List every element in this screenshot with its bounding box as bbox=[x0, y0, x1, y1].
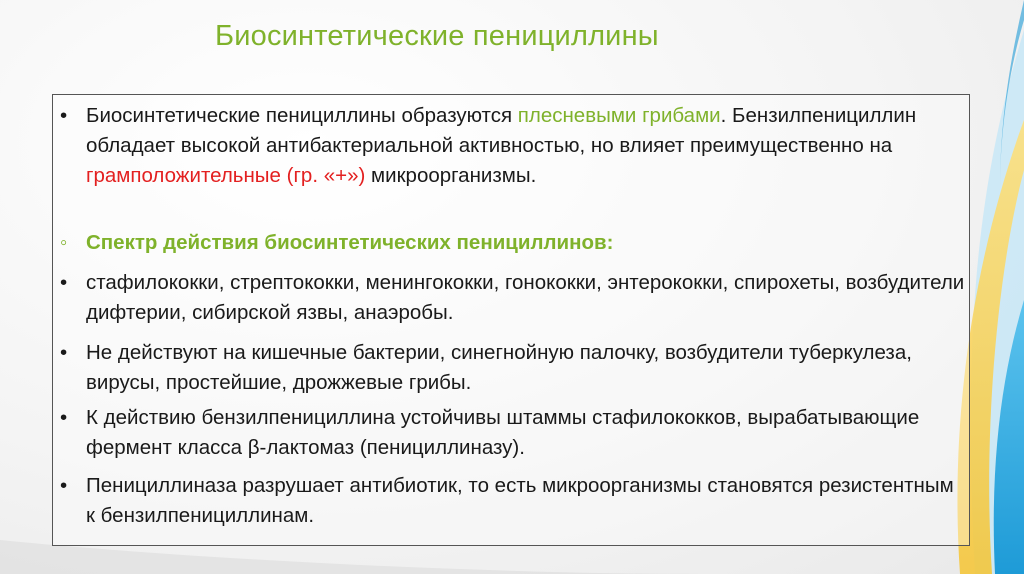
bullet-marker: • bbox=[60, 341, 68, 364]
bullet-item-1 bbox=[60, 101, 965, 191]
bullet-marker: • bbox=[60, 271, 68, 294]
bullet-marker: • bbox=[60, 406, 68, 429]
spectrum-heading bbox=[60, 228, 965, 258]
bullet-item-3 bbox=[60, 268, 965, 328]
bullet-text-part: Биосинтетические пенициллины образуются bbox=[86, 104, 518, 127]
bullet-marker: • bbox=[60, 104, 68, 127]
bullet-text: К действию бензилпенициллина устойчивы штаммы стафилококков, вырабатывающие фермент класса β-лактомаз (пенициллиназу). bbox=[86, 406, 920, 459]
bullet-item-4 bbox=[60, 338, 965, 398]
highlight-mold-fungi: плесневыми грибами bbox=[517, 104, 721, 127]
bullet-text: Пенициллиназа разрушает антибиотик, то есть микроорганизмы становятся резистентным к бензилпенициллинам. bbox=[86, 474, 954, 527]
highlight-gram-positive: грамположительные (гр. «+») bbox=[86, 164, 366, 187]
page-title: Биосинтетические пенициллины bbox=[215, 20, 659, 52]
spectrum-heading-text: Спектр действия биосинтетических пенициллинов: bbox=[86, 231, 614, 254]
bullet-text: Не действуют на кишечные бактерии, синегнойную палочку, возбудители туберкулеза, вирусы, простейшие, дрожжевые грибы. bbox=[86, 341, 912, 394]
bullet-text-part: микроорганизмы. bbox=[365, 164, 537, 187]
bullet-marker: • bbox=[60, 474, 68, 497]
bullet-marker: ◦ bbox=[60, 231, 68, 254]
bullet-text: стафилококки, стрептококки, менингококки, гонококки, энтерококки, спирохеты, возбудители дифтерии, сибирской язвы, анаэробы. bbox=[86, 271, 965, 324]
bullet-item-6 bbox=[60, 471, 965, 531]
bullet-item-5 bbox=[60, 403, 965, 463]
bullet-text-part: . Бензилпенициллин обладает высокой антибактериальной активностью, но влияет преимущественно на bbox=[86, 104, 917, 157]
